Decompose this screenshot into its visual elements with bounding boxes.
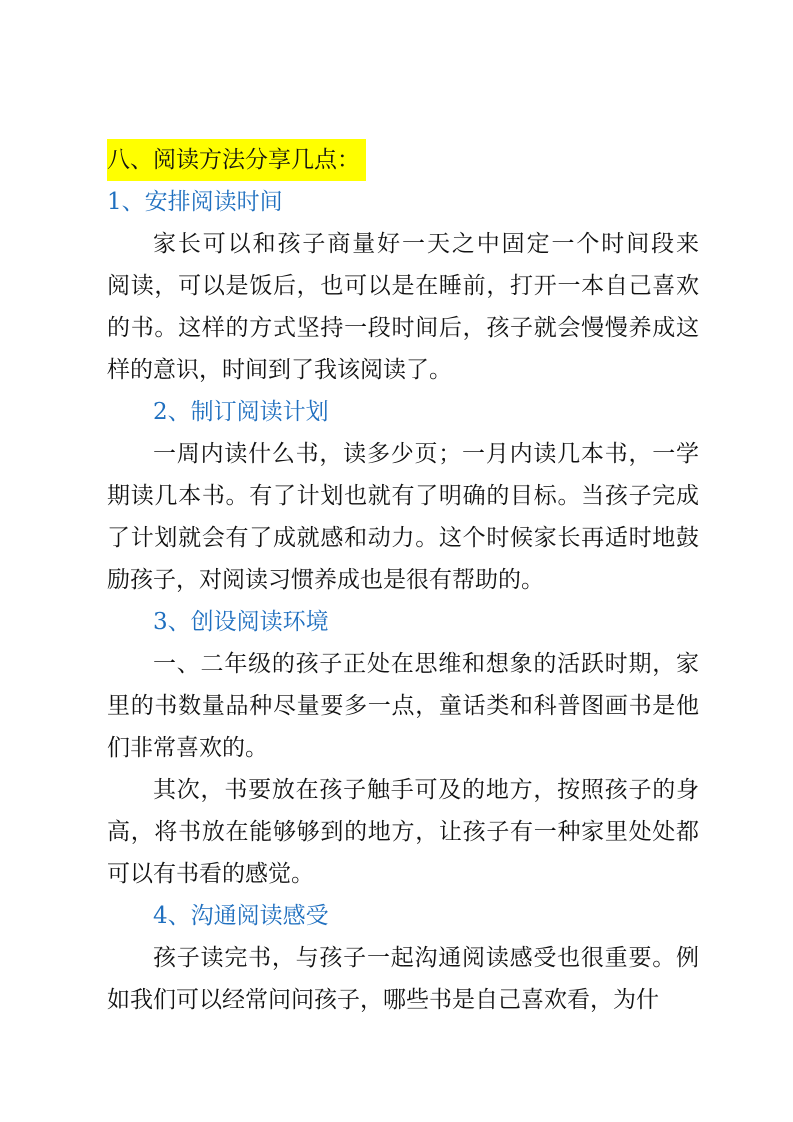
paragraph-line: 期读几本书。有了计划也就有了明确的目标。当孩子完成 bbox=[107, 483, 699, 509]
paragraph bbox=[107, 769, 699, 895]
paragraph-line: 其次，书要放在孩子触手可及的地方，按照孩子的身 bbox=[153, 777, 699, 803]
paragraph-line: 的书。这样的方式坚持一段时间后，孩子就会慢慢养成这 bbox=[107, 315, 699, 341]
subsection-heading: 3、创设阅读环境 bbox=[153, 609, 329, 635]
paragraph-line: 励孩子，对阅读习惯养成也是很有帮助的。 bbox=[107, 567, 544, 593]
paragraph-line: 一周内读什么书，读多少页；一月内读几本书，一学 bbox=[153, 441, 699, 467]
paragraph-line: 可以有书看的感觉。 bbox=[107, 861, 314, 887]
subsection-heading: 4、沟通阅读感受 bbox=[153, 903, 329, 929]
paragraph bbox=[107, 433, 699, 601]
document-body bbox=[107, 139, 699, 1021]
paragraph-line: 家长可以和孩子商量好一天之中固定一个时间段来 bbox=[153, 231, 699, 257]
paragraph-line: 一、二年级的孩子正处在思维和想象的活跃时期，家 bbox=[153, 651, 699, 677]
paragraph-line: 如我们可以经常问问孩子，哪些书是自己喜欢看，为什 bbox=[107, 987, 659, 1013]
section-title-row bbox=[107, 139, 699, 181]
paragraph bbox=[107, 643, 699, 769]
paragraph-line: 孩子读完书，与孩子一起沟通阅读感受也很重要。例 bbox=[153, 945, 699, 971]
subsection-heading: 1、安排阅读时间 bbox=[107, 189, 283, 215]
paragraph bbox=[107, 223, 699, 391]
paragraph-line: 样的意识，时间到了我该阅读了。 bbox=[107, 357, 452, 383]
paragraph-line: 高，将书放在能够够到的地方，让孩子有一种家里处处都 bbox=[107, 819, 699, 845]
paragraph-line: 阅读，可以是饭后，也可以是在睡前，打开一本自己喜欢 bbox=[107, 273, 699, 299]
paragraph-line: 们非常喜欢的。 bbox=[107, 735, 268, 761]
section-title: 八、阅读方法分享几点： bbox=[107, 139, 366, 181]
document-blocks bbox=[107, 181, 699, 1021]
subsection-heading: 2、制订阅读计划 bbox=[153, 399, 329, 425]
paragraph bbox=[107, 937, 699, 1021]
paragraph-line: 了计划就会有了成就感和动力。这个时候家长再适时地鼓 bbox=[107, 525, 699, 551]
paragraph-line: 里的书数量品种尽量要多一点，童话类和科普图画书是他 bbox=[107, 693, 699, 719]
